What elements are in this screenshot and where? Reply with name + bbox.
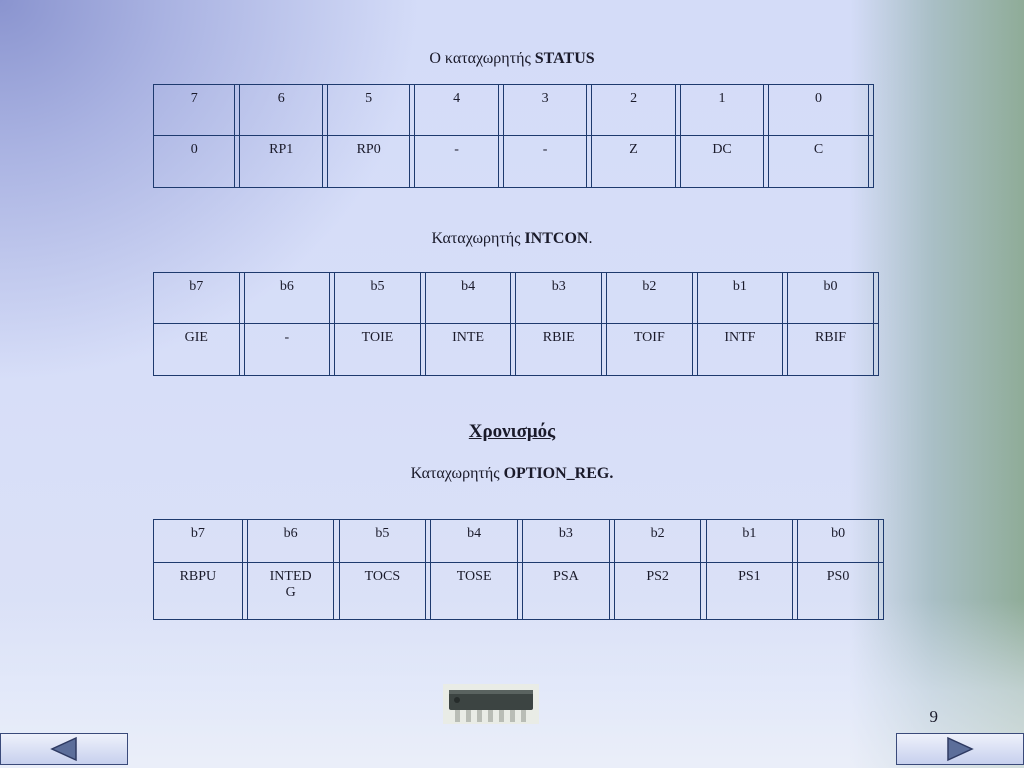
intcon-bit-value-1: - (245, 324, 331, 375)
option-bit-header-4: b3 (523, 520, 610, 563)
option-bit-header-2: b5 (340, 520, 427, 563)
triangle-right-icon (945, 736, 975, 762)
option-value-row (154, 563, 883, 619)
previous-slide-button[interactable] (0, 733, 128, 765)
option-bit-value-0: RBPU (154, 563, 243, 619)
status-value-row (154, 136, 873, 187)
option-heading-prefix: Καταχωρητής (410, 465, 504, 482)
status-bit-header-7: 0 (769, 85, 869, 136)
intcon-heading (0, 230, 1024, 248)
option-bit-header-7: b0 (798, 520, 879, 563)
option-bit-header-6: b1 (707, 520, 794, 563)
intcon-value-row (154, 324, 878, 375)
option-header-row (154, 520, 883, 563)
timing-title: Χρονισμός (468, 421, 556, 442)
option-register-table (153, 519, 884, 620)
intcon-column-separator (874, 324, 878, 375)
intcon-bit-header-6: b1 (698, 273, 784, 324)
option-bit-value-6: PS1 (707, 563, 794, 619)
status-bit-header-5: 2 (592, 85, 675, 136)
intcon-bit-header-4: b3 (516, 273, 602, 324)
option-bit-value-1: INTED G (248, 563, 335, 619)
option-bit-header-1: b6 (248, 520, 335, 563)
status-bit-value-7: C (769, 136, 869, 187)
status-header-row (154, 85, 873, 136)
status-bit-header-0: 7 (154, 85, 235, 136)
intcon-bit-header-5: b2 (607, 273, 693, 324)
intcon-bit-value-3: INTE (426, 324, 512, 375)
option-bit-value-2: TOCS (340, 563, 427, 619)
intcon-bit-header-7: b0 (788, 273, 874, 324)
status-bit-value-1: RP1 (240, 136, 322, 187)
triangle-left-icon (49, 736, 79, 762)
page-number: 9 (929, 707, 938, 726)
option-bit-value-3: TOSE (431, 563, 518, 619)
intcon-heading-bold: INTCON (524, 230, 589, 247)
status-bit-value-4: - (504, 136, 587, 187)
status-bit-header-2: 5 (328, 85, 410, 136)
status-bit-value-6: DC (681, 136, 764, 187)
intcon-register-table (153, 272, 879, 376)
option-column-separator (879, 520, 883, 563)
status-heading-bold: STATUS (534, 50, 595, 67)
status-heading-prefix: Ο καταχωρητής (429, 50, 535, 67)
intcon-bit-value-2: TOIE (335, 324, 421, 375)
intcon-header-row (154, 273, 878, 324)
option-bit-value-5: PS2 (615, 563, 702, 619)
status-bit-header-4: 3 (504, 85, 587, 136)
intcon-heading-prefix: Καταχωρητής (431, 230, 525, 247)
status-column-separator (869, 85, 873, 136)
status-column-separator (869, 136, 873, 187)
option-bit-header-0: b7 (154, 520, 243, 563)
option-bit-value-7: PS0 (798, 563, 879, 619)
option-bit-header-5: b2 (615, 520, 702, 563)
intcon-bit-value-4: RBIE (516, 324, 602, 375)
intcon-bit-value-6: INTF (698, 324, 784, 375)
intcon-heading-suffix: . (588, 230, 593, 247)
ic-chip-icon (443, 684, 539, 724)
status-bit-value-0: 0 (154, 136, 235, 187)
intcon-bit-value-5: TOIF (607, 324, 693, 375)
option-heading-bold: OPTION_REG. (503, 465, 614, 482)
status-register-table (153, 84, 874, 188)
intcon-bit-header-2: b5 (335, 273, 421, 324)
intcon-bit-header-0: b7 (154, 273, 240, 324)
status-bit-header-6: 1 (681, 85, 764, 136)
option-bit-value-4: PSA (523, 563, 610, 619)
status-bit-header-1: 6 (240, 85, 322, 136)
option-bit-header-3: b4 (431, 520, 518, 563)
status-bit-value-3: - (415, 136, 498, 187)
option-heading (0, 465, 1024, 483)
next-slide-button[interactable] (896, 733, 1024, 765)
status-heading (0, 50, 1024, 68)
status-bit-header-3: 4 (415, 85, 498, 136)
intcon-column-separator (874, 273, 878, 324)
status-bit-value-5: Z (592, 136, 675, 187)
intcon-bit-value-7: RBIF (788, 324, 874, 375)
option-column-separator (879, 563, 883, 619)
intcon-bit-header-3: b4 (426, 273, 512, 324)
status-bit-value-2: RP0 (328, 136, 410, 187)
intcon-bit-header-1: b6 (245, 273, 331, 324)
intcon-bit-value-0: GIE (154, 324, 240, 375)
